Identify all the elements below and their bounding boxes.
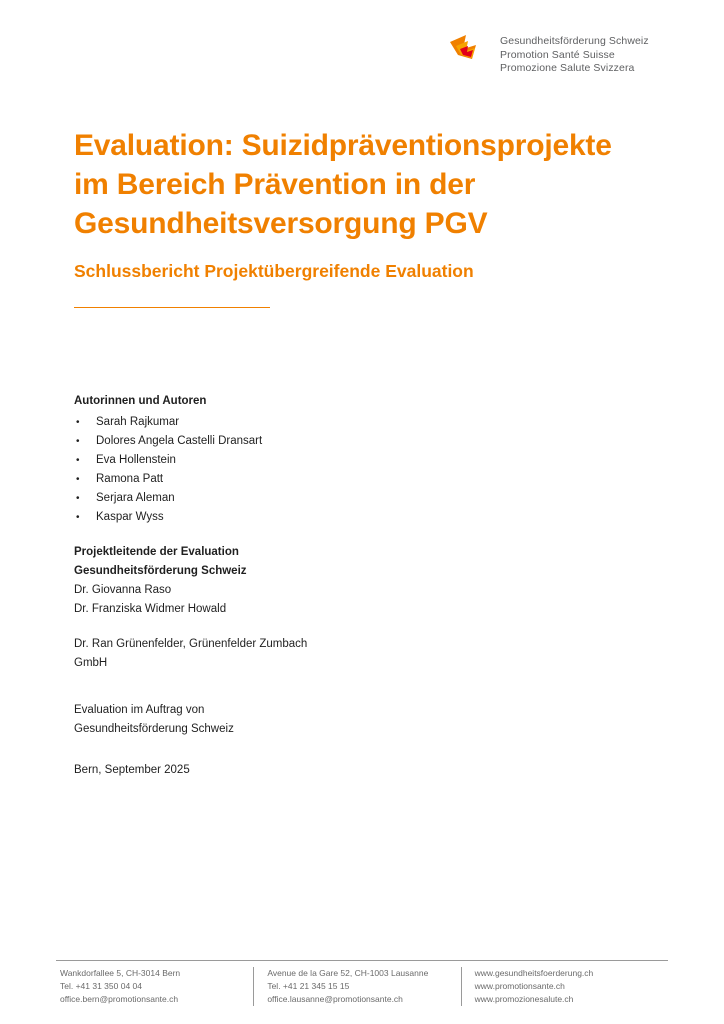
authors-heading: Autorinnen und Autoren xyxy=(74,395,207,407)
project-lead-name-1: Dr. Giovanna Raso xyxy=(74,584,172,596)
footer-line: office.lausanne@promotionsante.ch xyxy=(267,994,403,1004)
brand-logo-line-it: Promozione Salute Svizzera xyxy=(500,62,635,74)
footer-line: Avenue de la Gare 52, CH-1003 Lausanne xyxy=(267,968,429,978)
project-lead-heading: Projektleitende der Evaluation xyxy=(74,546,239,558)
brand-logo-text xyxy=(500,32,649,76)
spacer xyxy=(74,739,494,755)
footer-line: www.promotionsante.ch xyxy=(474,981,565,991)
external-lead-line-1: Dr. Ran Grünenfelder, Grünenfelder Zumbach xyxy=(74,638,308,650)
brand-logo-line-fr: Promotion Santé Suisse xyxy=(500,48,615,61)
spacer xyxy=(74,673,494,689)
list-item: • Sarah Rajkumar xyxy=(74,413,494,432)
page-subtitle: Schlussbericht Projektübergreifende Evaluation xyxy=(74,261,474,281)
metadata-block xyxy=(74,392,494,780)
footer-line: Wankdorfallee 5, CH-3014 Bern xyxy=(60,968,181,978)
spacer xyxy=(74,527,494,543)
footer-column-lausanne xyxy=(253,960,460,1006)
footer-line: Tel. +41 31 350 04 04 xyxy=(60,981,142,991)
gesundheitsfoerderung-schweiz-logo-icon xyxy=(446,32,490,76)
spacer xyxy=(74,689,494,701)
project-lead-organisation: Gesundheitsförderung Schweiz xyxy=(74,565,247,577)
page-footer xyxy=(56,960,668,1006)
title-divider xyxy=(74,307,270,308)
external-lead-line-2: GmbH xyxy=(74,657,108,669)
list-item: • Kaspar Wyss xyxy=(74,508,494,527)
list-item: • Dolores Angela Castelli Dransart xyxy=(74,432,494,451)
authors-list xyxy=(74,413,494,527)
brand-logo-line-de: Gesundheitsförderung Schweiz xyxy=(500,35,649,47)
footer-column-bern xyxy=(56,960,253,1006)
commission-line-1: Evaluation im Auftrag von xyxy=(74,704,205,716)
title-block xyxy=(74,126,634,308)
spacer xyxy=(74,619,494,635)
footer-column-websites xyxy=(461,960,668,1006)
brand-logo xyxy=(446,32,649,76)
project-lead-name-2: Dr. Franziska Widmer Howald xyxy=(74,603,227,615)
place-date: Bern, September 2025 xyxy=(74,764,190,776)
list-item: • Serjara Aleman xyxy=(74,489,494,508)
list-item: • Eva Hollenstein xyxy=(74,451,494,470)
page-title: Evaluation: Suizidpräventionsprojekte im Bereich Prävention in der Gesundheitsversorgung PGV xyxy=(74,129,612,240)
footer-line: office.bern@promotionsante.ch xyxy=(60,994,179,1004)
footer-line: www.promozionesalute.ch xyxy=(474,994,574,1004)
footer-line: www.gesundheitsfoerderung.ch xyxy=(474,968,594,978)
footer-line: Tel. +41 21 345 15 15 xyxy=(267,981,350,991)
list-item: • Ramona Patt xyxy=(74,470,494,489)
commission-line-2: Gesundheitsförderung Schweiz xyxy=(74,723,234,735)
